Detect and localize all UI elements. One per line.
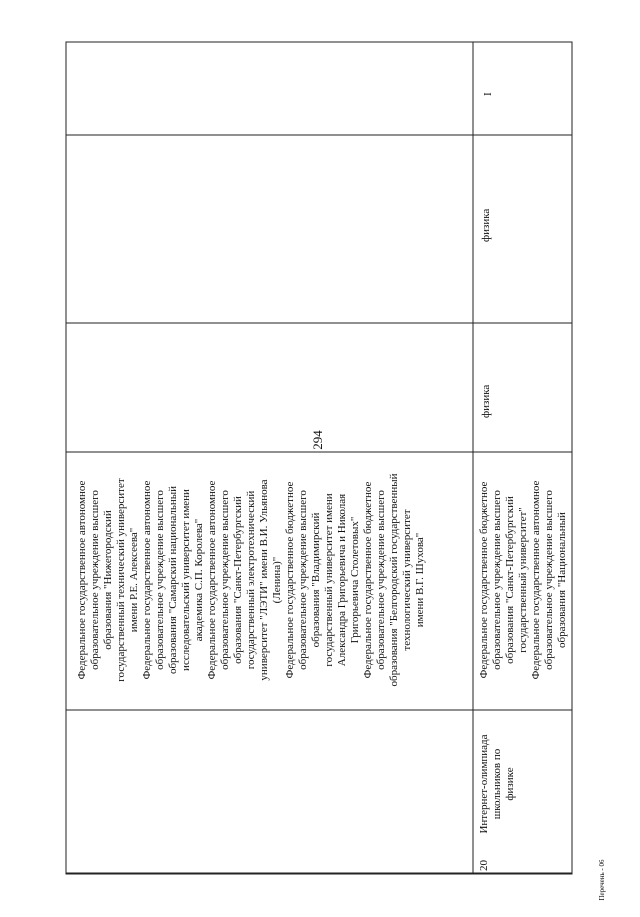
organizer-line: образовательное учреждение высшего <box>154 490 166 670</box>
organizer-line: Федеральное государственное бюджетное <box>478 481 490 679</box>
organizer-line: Александра Григорьевича и Николая <box>336 493 348 667</box>
organizer-line: образовательное учреждение высшего <box>375 490 387 670</box>
olympiad-name-line: школьников по <box>491 748 503 820</box>
organizer-line: университет "ЛЭТИ" имени В.И. Ульянова <box>258 479 270 681</box>
organizer-line: государственный электротехнический <box>245 490 257 670</box>
organizer-line: государственный университет имени <box>323 493 335 667</box>
table-cell-organizer <box>76 453 427 707</box>
table-cell-profile: физика <box>480 208 492 242</box>
organizer-line: образования "Санкт-Петербургский <box>504 496 516 664</box>
table-cell-level: I <box>482 92 494 96</box>
table-cell-olympiad-name <box>478 709 517 859</box>
organizer-line: государственный университет" <box>517 507 529 653</box>
organizer-line: образования "Владимирский <box>310 512 322 648</box>
organizer-line: исследовательский университет имени <box>180 489 192 671</box>
organizer-line: государственный технический университет <box>115 478 127 682</box>
footer-label: Перечень - 06 <box>598 859 606 901</box>
organizer-line: Федеральное государственное автономное <box>141 480 153 680</box>
olympiad-name-line: Интернет-олимпиада <box>478 734 490 834</box>
table-cell-number: 20 <box>478 860 490 871</box>
table-cell-organizer <box>478 453 569 707</box>
organizer-line: образовательное учреждение высшего <box>89 490 101 670</box>
organizer-line: образования "Санкт-Петербургский <box>232 496 244 664</box>
organizer-line: образовательное учреждение высшего <box>491 490 503 670</box>
organizer-line: академика С.П. Королева" <box>193 518 205 642</box>
organizer-line: Федеральное государственное автономное <box>530 480 542 680</box>
organizer-line: образования "Нижегородский <box>102 510 114 650</box>
organizer-line: образовательное учреждение высшего <box>543 490 555 670</box>
organizer-line: образования "Белгородский государственный <box>388 473 400 687</box>
organizer-line: (Ленина)" <box>271 556 283 604</box>
organizer-line: Федеральное государственное автономное <box>206 480 218 680</box>
olympiad-name-line: физике <box>504 767 516 801</box>
table-cell-subject: физика <box>480 384 492 418</box>
organizer-line: Федеральное государственное бюджетное <box>284 481 296 679</box>
organizer-line: образовательное учреждение высшего <box>297 490 309 670</box>
organizer-line: Григорьевича Столетовых" <box>349 516 361 644</box>
organizer-line: Федеральное государственное автономное <box>76 480 88 680</box>
organizer-line: образования "Самарский национальный <box>167 485 179 675</box>
organizer-line: имени В.Г. Шухова" <box>414 532 426 628</box>
organizer-line: образования "Национальный <box>556 512 568 648</box>
organizer-line: имени Р.Е. Алексеева" <box>128 527 140 633</box>
page-number: 294 <box>310 430 325 450</box>
organizer-line: образовательное учреждение высшего <box>219 490 231 670</box>
organizer-line: Федеральное государственное бюджетное <box>362 481 374 679</box>
organizer-line: технологический университет <box>401 509 413 651</box>
